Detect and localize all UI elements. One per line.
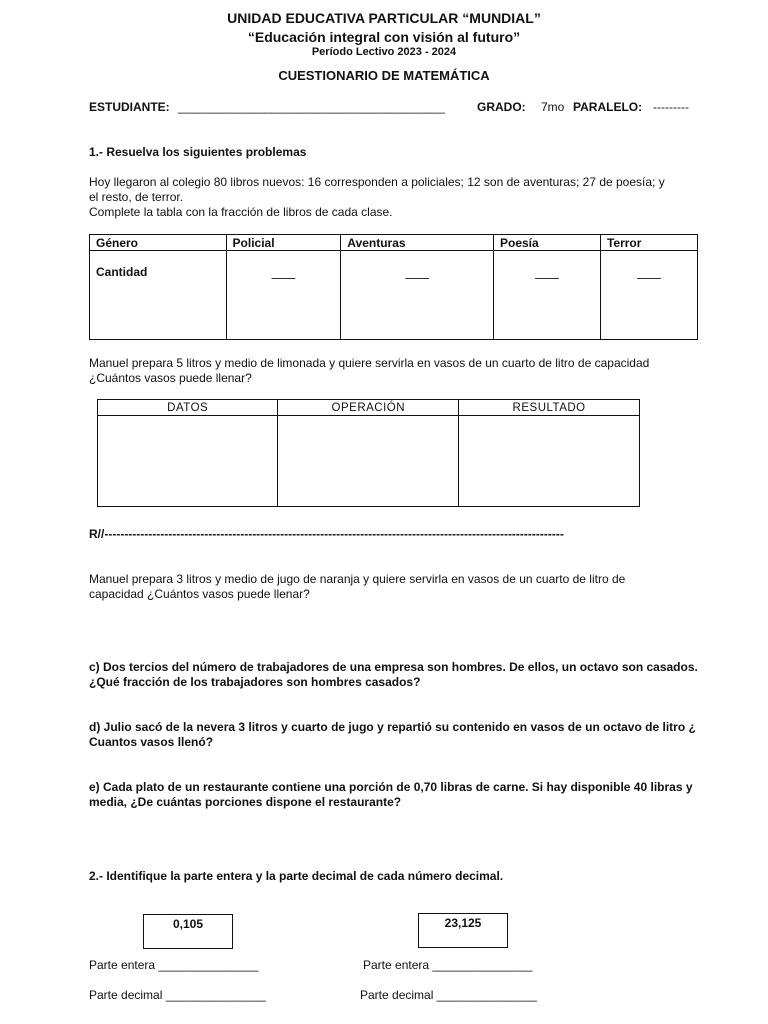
integer-part-field: Parte entera _______________ xyxy=(363,958,533,972)
answer-line: R//------------------------------------------------------------------------------------------------------------------- xyxy=(89,527,564,541)
problem-a-instruction: Complete la tabla con la fracción de libros de cada clase. xyxy=(89,205,393,219)
grade-value: 7mo xyxy=(541,100,565,114)
genre-fraction-table xyxy=(89,234,698,340)
quiz-title: CUESTIONARIO DE MATEMÁTICA xyxy=(278,68,490,83)
question-1-heading: 1.- Resuelva los siguientes problemas xyxy=(89,145,307,159)
table-header-cell: RESULTADO xyxy=(459,400,640,416)
decimal-number-box: 0,105 xyxy=(143,914,233,949)
item-c: c) Dos tercios del número de trabajadores de una empresa son hombres. De ellos, un octavo son casados. ¿Qué fracción de los trabajadores son hombres casados? xyxy=(89,660,698,689)
table-header-cell: Género xyxy=(90,235,227,251)
school-motto: “Educación integral con visión al futuro” xyxy=(247,29,521,45)
decimal-number-box: 23,125 xyxy=(418,913,508,948)
decimal-part-field: Parte decimal _______________ xyxy=(360,988,537,1002)
table-row xyxy=(98,416,640,507)
problem-a-line2: el resto, de terror. xyxy=(89,190,184,204)
table-row xyxy=(90,251,698,340)
table-header-cell: Terror xyxy=(600,235,697,251)
section-label: PARALELO: xyxy=(573,100,643,114)
fraction-blank: ___ xyxy=(341,251,494,340)
grade-label: GRADO: xyxy=(477,100,526,114)
problem-c-line2: capacidad ¿Cuántos vasos puede llenar? xyxy=(89,587,310,601)
school-period: Período Lectivo 2023 - 2024 xyxy=(311,46,457,58)
question-2-heading: 2.- Identifique la parte entera y la parte decimal de cada número decimal. xyxy=(89,869,504,883)
data-cell xyxy=(98,416,278,507)
integer-part-field: Parte entera _______________ xyxy=(89,958,259,972)
table-header-cell: OPERACIÓN xyxy=(278,400,459,416)
item-e: e) Cada plato de un restaurante contiene una porción de 0,70 libras de carne. Si hay disponible 40 libras y media, ¿De cuántas porciones dispone el restaurante? xyxy=(89,780,693,809)
decimal-part-field: Parte decimal _______________ xyxy=(89,988,266,1002)
fraction-blank: ___ xyxy=(226,251,341,340)
student-label: ESTUDIANTE: xyxy=(89,100,170,114)
fraction-blank: ___ xyxy=(600,251,697,340)
item-d: d) Julio sacó de la nevera 3 litros y cuarto de jugo y repartió su contenido en vasos de un octavo de litro ¿ Cuantos vasos llenó? xyxy=(89,720,696,749)
row-label: Cantidad xyxy=(90,251,227,340)
table-header-row xyxy=(90,235,698,251)
table-header-cell: Poesía xyxy=(494,235,601,251)
table-header-row xyxy=(98,400,640,416)
table-header-cell: Aventuras xyxy=(341,235,494,251)
table-header-cell: Policial xyxy=(226,235,341,251)
problem-a-line1: Hoy llegaron al colegio 80 libros nuevos: 16 corresponden a policiales; 12 son de aventuras; 27 de poesía; y xyxy=(89,175,665,189)
operations-table xyxy=(97,399,640,507)
problem-b-line2: ¿Cuántos vasos puede llenar? xyxy=(89,371,252,385)
section-value: --------- xyxy=(653,100,689,114)
student-name-blank: ________________________________________ xyxy=(178,100,445,114)
problem-b-line1: Manuel prepara 5 litros y medio de limonada y quiere servirla en vasos de un cuarto de litro de capacidad xyxy=(89,356,650,370)
operation-cell xyxy=(278,416,459,507)
problem-c-line1: Manuel prepara 3 litros y medio de jugo de naranja y quiere servirla en vasos de un cuarto de litro de xyxy=(89,572,626,586)
table-header-cell: DATOS xyxy=(98,400,278,416)
school-name: UNIDAD EDUCATIVA PARTICULAR “MUNDIAL” xyxy=(227,10,541,26)
fraction-blank: ___ xyxy=(494,251,601,340)
result-cell xyxy=(459,416,640,507)
